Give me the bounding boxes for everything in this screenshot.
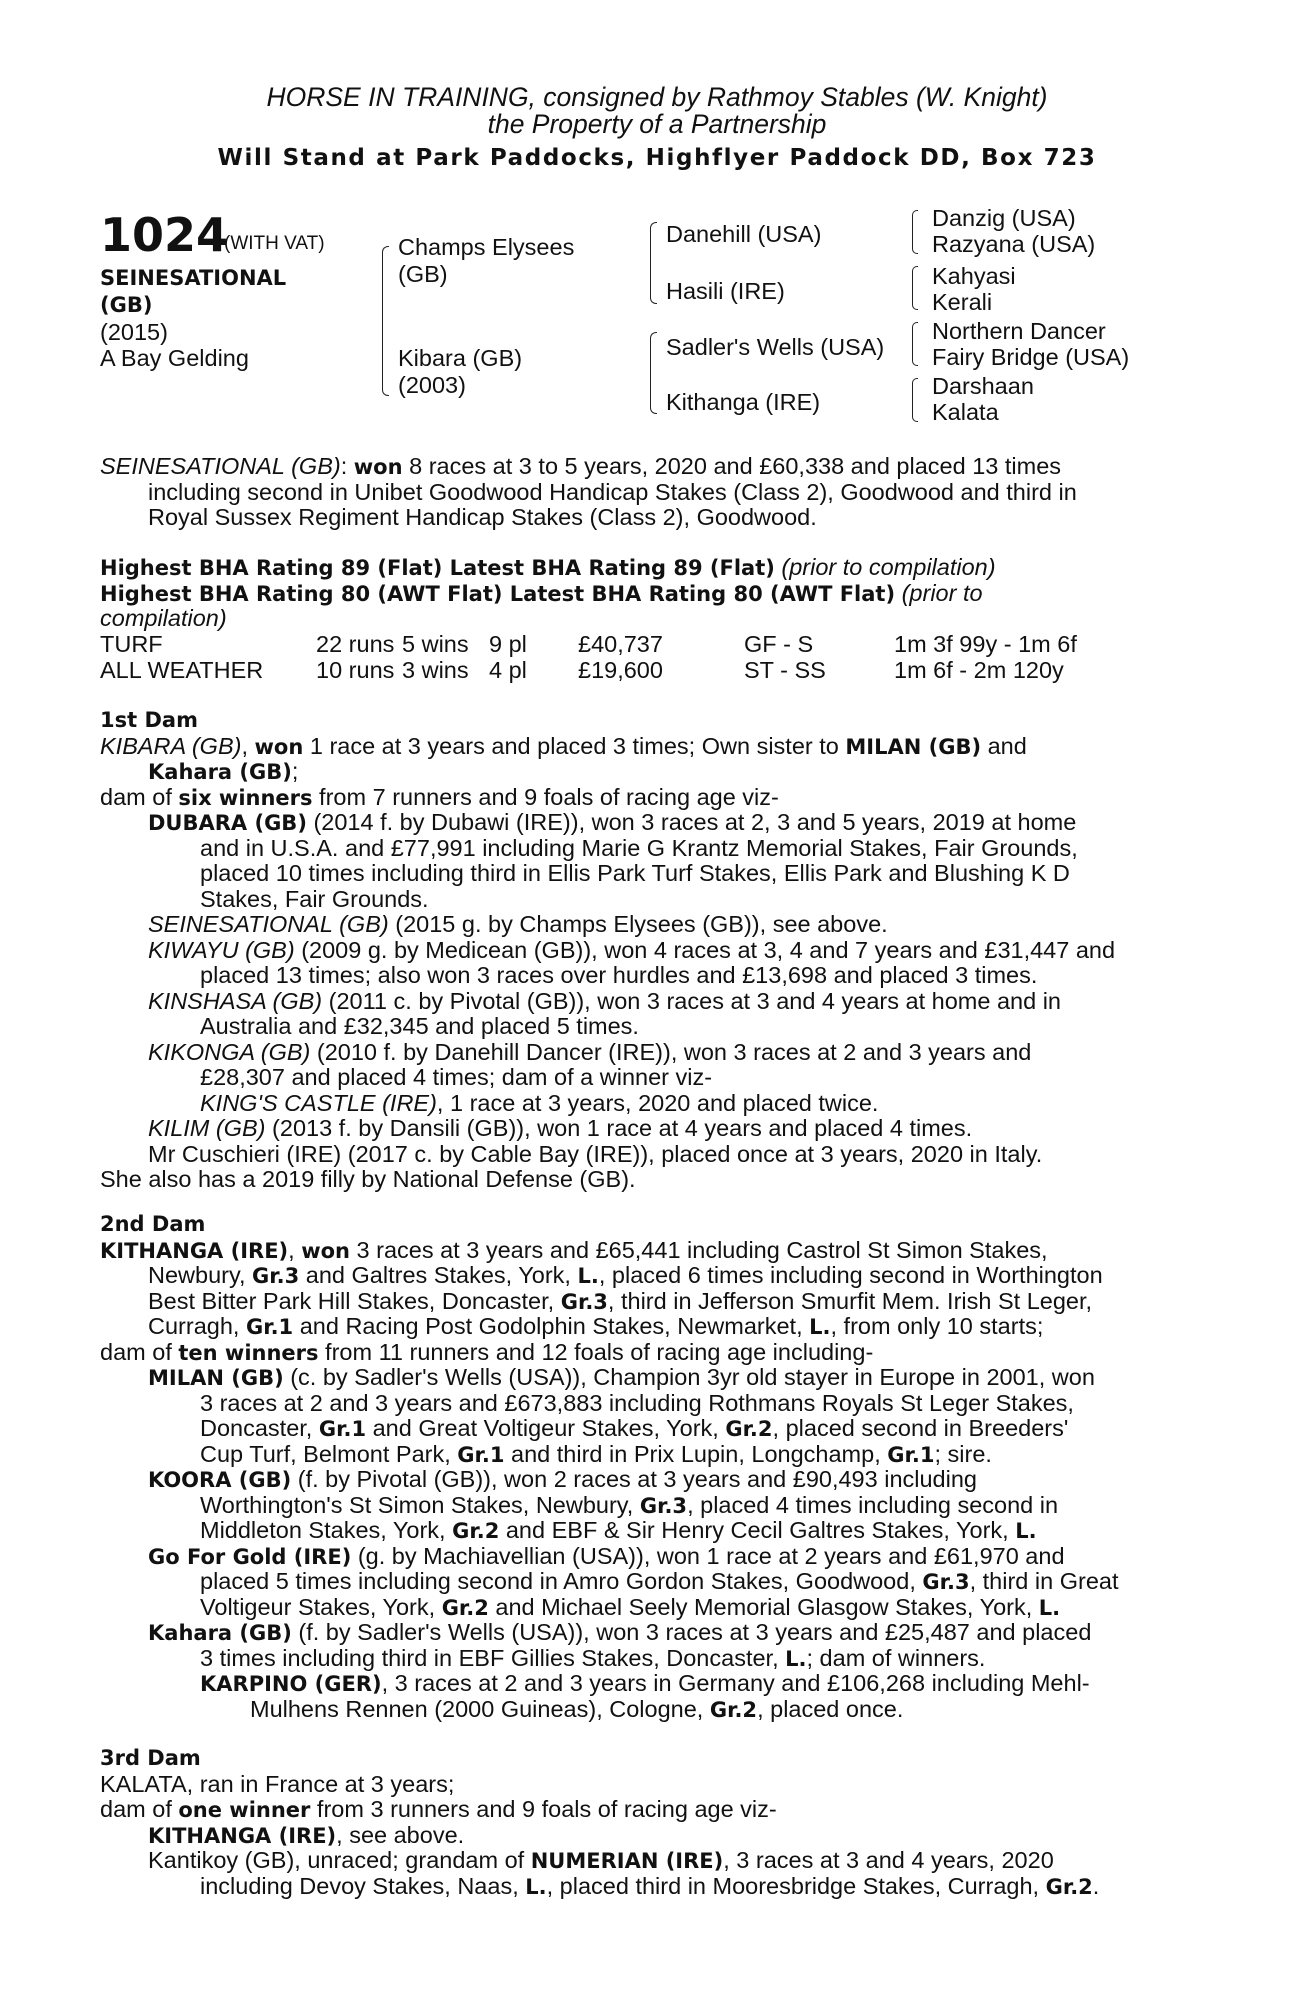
kithanga-l4d: L. [809,1315,831,1339]
koora-l3b: Gr.2 [452,1519,500,1543]
first-dam-section [100,708,1205,1193]
dubara-line3: placed 10 times including third in Ellis Park Turf Stakes, Ellis Park and Blushing K D [200,860,1070,886]
header-consignor: HORSE IN TRAINING, consigned by Rathmoy Stables (W. Knight) [266,82,1048,112]
ped-ssd: Razyana (USA) [932,231,1096,257]
kithanga-l2d: L. [577,1264,599,1288]
numerian-line1: , 3 races at 3 and 4 years, 2020 [723,1847,1054,1873]
horse-name: SEINESATIONAL [100,266,287,290]
race-record-table [100,632,1077,683]
milan-l4a: Cup Turf, Belmont Park, [200,1440,458,1467]
race-summary [100,454,1205,531]
dam1-sep: , [241,732,255,759]
milan-line1: (c. by Sadler's Wells (USA)), Champion 3yr old stayer in Europe in 2001, won [283,1364,1095,1390]
kinshasa-line2: Australia and £32,345 and placed 5 times. [200,1013,639,1039]
gfg-l3a: Voltigeur Stakes, York, [200,1593,442,1620]
sire-sire: Danehill (USA) [666,221,822,247]
go-for-gold-line1: (g. by Machiavellian (USA)), won 1 race at 2 years and £61,970 and [351,1542,1065,1569]
rating-flat: Highest BHA Rating 89 (Flat) Latest BHA Rating 89 (Flat) [100,556,775,580]
foaling-year: (2015) [100,319,168,345]
dam1-milan: MILAN (GB) [845,734,982,759]
record-wins: 3 wins [402,656,469,683]
rating-awt-note: (prior to [895,579,983,606]
sire-name: Champs Elysees [398,234,575,260]
ped-dds: Darshaan [932,373,1034,399]
dam3-winners: one winner [178,1798,311,1822]
dam1-name: KIBARA (GB) [100,732,242,759]
milan-l3d: Gr.2 [725,1417,773,1441]
kithanga-l3a: Best Bitter Park Hill Stakes, Doncaster, [148,1287,561,1314]
summary-won: won [353,455,403,479]
numerian-name: NUMERIAN (IRE) [530,1849,724,1873]
cuschieri-line: Mr Cuschieri (IRE) (2017 c. by Cable Bay (IRE)), placed once at 3 years, 2020 in Italy. [148,1140,1043,1167]
dam3-runners: from 3 runners and 9 foals of racing age viz- [310,1796,777,1822]
karpino-l2a: Mulhens Rennen (2000 Guineas), Cologne, [250,1695,710,1722]
numerian-l2a: including Devoy Stakes, Naas, [200,1872,526,1899]
third-dam-section [100,1746,1205,1899]
pedigree-brace-gen1 [382,246,389,396]
dam-year: (2003) [398,372,466,398]
kiwayu-line1: (2009 g. by Medicean (GB)), won 4 races at 3, 4 and 7 years and £31,447 and [294,936,1116,963]
kithanga-l3b: Gr.3 [560,1289,608,1314]
ped-ddd: Kalata [932,399,999,425]
summary-line3: Royal Sussex Regiment Handicap Stakes (Class 2), Goodwood. [148,504,817,530]
record-row-turf [100,632,1077,658]
ratings [100,555,1205,632]
kithanga-line1: 3 races at 3 years and £65,441 including Castrol St Simon Stakes, [349,1236,1048,1263]
ped-dsd: Fairy Bridge (USA) [932,344,1130,370]
gfg-l3c: and Michael Seely Memorial Glasgow Stakes, York, [488,1593,1039,1620]
pedigree-brace-dam [650,332,657,414]
dubara-line2: and in U.S.A. and £77,991 including Marie G Krantz Memorial Stakes, Fair Grounds, [200,834,1078,861]
lot-number: 1024 [100,208,229,262]
header-location: Will Stand at Park Paddocks, Highflyer Paddock DD, Box 723 [217,145,1097,171]
pedigree-brace-sire [650,222,657,304]
sein-line: (2015 g. by Champs Elysees (GB)), see above. [388,911,888,937]
record-money: £19,600 [578,656,663,683]
ped-sds: Kahyasi [932,263,1016,289]
milan-l3b: Gr.1 [318,1417,367,1441]
dam1-runners: from 7 runners and 9 foals of racing age viz- [312,783,779,810]
dubara-line4: Stakes, Fair Grounds. [200,885,429,912]
kalata-line: KALATA, ran in France at 3 years; [100,1770,455,1797]
dam1-semicolon: ; [291,758,299,784]
kahara-l2c: ; dam of winners. [806,1644,986,1671]
kithanga-l4e: , from only 10 starts; [830,1313,1044,1339]
ped-dss: Northern Dancer [932,318,1106,344]
numerian-l2b: L. [525,1874,547,1899]
kiwayu-name: KIWAYU (GB) [148,936,295,963]
karpino-l2b: Gr.2 [709,1697,758,1722]
pedigree-brace-3b [912,266,918,310]
first-dam-heading: 1st Dam [100,708,198,732]
pedigree-brace-3c [912,322,918,366]
header-property: the Property of a Partnership [487,109,827,139]
karpino-l2c: , placed once. [757,1695,904,1722]
dam3-kithanga-name: KITHANGA (IRE) [148,1823,337,1848]
summary-sep: : [340,453,354,479]
kithanga-sep: , [288,1236,302,1263]
kithanga-l2e: , placed 6 times including second in Worthington [598,1262,1103,1288]
record-surface: TURF [100,631,163,657]
dam2-damof: dam of [100,1338,179,1365]
third-dam-heading: 3rd Dam [100,1746,201,1770]
ped-sdd: Kerali [932,289,993,315]
kithanga-l4c: and Racing Post Godolphin Stakes, Newmarket, [293,1313,810,1339]
record-placed: 9 pl [489,631,527,657]
gfg-l2a: placed 5 times including second in Amro Gordon Stakes, Goodwood, [200,1568,923,1594]
rating-flat-note: (prior to compilation) [774,554,996,580]
horse-description: A Bay Gelding [100,345,249,371]
dam1-damof: dam of [100,783,179,810]
second-dam-heading: 2nd Dam [100,1212,206,1236]
pedigree-brace-3d [912,378,918,422]
dam1-won: won [254,734,304,759]
dubara-name: DUBARA (GB) [148,811,307,835]
kahara-l2a: 3 times including third in EBF Gillies Stakes, Doncaster, [200,1644,786,1671]
milan-line2: 3 races at 2 and 3 years and £673,883 including Rothmans Royals St Leger Stakes, [200,1389,1074,1416]
milan-l4d: Gr.1 [887,1442,935,1467]
sire-dam: Hasili (IRE) [666,278,785,304]
karpino-line1: , 3 races at 2 and 3 years in Germany and £106,268 including Mehl- [381,1670,1090,1696]
record-distance: 1m 3f 99y - 1m 6f [894,631,1077,657]
dam3-kithanga-line: , see above. [336,1821,465,1848]
koora-l3d: L. [1015,1519,1037,1543]
gfg-l3b: Gr.2 [441,1595,489,1620]
kithanga-l4b: Gr.1 [245,1315,294,1339]
dam-sire: Sadler's Wells (USA) [666,334,885,360]
koora-l2b: Gr.3 [639,1493,688,1518]
dubara-line1: (2014 f. by Dubawi (IRE)), won 3 races at 2, 3 and 5 years, 2019 at home [306,809,1077,835]
summary-line2: including second in Unibet Goodwood Handicap Stakes (Class 2), Goodwood and third in [148,478,1077,505]
vat-note: (WITH VAT) [224,233,325,254]
koora-l2a: Worthington's St Simon Stakes, Newbury, [200,1491,640,1518]
record-runs: 10 runs [316,656,395,683]
kithanga-name: KITHANGA (IRE) [100,1238,289,1263]
dam1-and: and [981,732,1027,759]
dam-dam: Kithanga (IRE) [666,389,821,415]
numerian-l2c: , placed third in Mooresbridge Stakes, Curragh, [546,1872,1046,1899]
milan-l3c: and Great Voltigeur Stakes, York, [366,1415,726,1441]
kikonga-line2: £28,307 and placed 4 times; dam of a winner viz- [200,1064,713,1090]
sein-name: SEINESATIONAL (GB) [148,911,389,937]
pedigree-brace-3a [912,210,918,254]
rating-awt-note2: compilation) [100,605,227,631]
koora-l3c: and EBF & Sir Henry Cecil Galtres Stakes, York, [499,1517,1016,1543]
gfg-l3d: L. [1038,1595,1061,1620]
gfg-l2b: Gr.3 [922,1570,970,1594]
kilim-name: KILIM (GB) [148,1115,266,1141]
filly-line: She also has a 2019 filly by National Defense (GB). [100,1166,636,1192]
kithanga-l2a: Newbury, [148,1262,253,1288]
record-row-aw [100,658,1077,684]
record-wins: 5 wins [402,631,469,657]
milan-l4b: Gr.1 [457,1442,505,1467]
dam2-runners: from 11 runners and 12 foals of racing age including- [318,1338,874,1365]
milan-name: MILAN (GB) [148,1366,284,1390]
milan-l4e: ; sire. [934,1440,992,1467]
record-placed: 4 pl [489,656,527,683]
kinshasa-line1: (2011 c. by Pivotal (GB)), won 3 races at 3 and 4 years at home and in [322,987,1061,1014]
numerian-l2d: Gr.2 [1045,1874,1093,1899]
dam2-winners: ten winners [178,1340,319,1365]
kantikoy-line1: Kantikoy (GB), unraced; grandam of [148,1847,531,1873]
kikonga-name: KIKONGA (GB) [148,1038,311,1065]
dam1-line1: 1 race at 3 years and placed 3 times; Own sister to [303,732,846,759]
koora-l3a: Middleton Stakes, York, [200,1517,453,1543]
kikonga-line1: (2010 f. by Danehill Dancer (IRE)), won 3 races at 2 and 3 years and [310,1038,1032,1065]
numerian-l2e: . [1092,1872,1100,1899]
record-distance: 1m 6f - 2m 120y [894,656,1064,683]
gfg-l2c: , third in Great [969,1568,1119,1594]
second-dam-section [100,1212,1205,1722]
koora-name: KOORA (GB) [148,1468,292,1492]
kahara-line1: (f. by Sadler's Wells (USA)), won 3 races at 3 years and £25,487 and placed [291,1619,1092,1645]
kings-castle-line: , 1 race at 3 years, 2020 and placed twice. [436,1089,879,1116]
koora-l2c: , placed 4 times including second in [687,1491,1059,1518]
milan-l3a: Doncaster, [200,1415,319,1441]
kahara-name: Kahara (GB) [148,1621,292,1645]
kahara-l2b: L. [785,1646,807,1671]
kithanga-l4a: Curragh, [148,1313,246,1339]
dam1-winners: six winners [178,785,313,810]
kithanga-l3c: , third in Jefferson Smurfit Mem. Irish St Leger, [607,1287,1093,1314]
record-going: GF - S [744,631,814,657]
kilim-line: (2013 f. by Dansili (GB)), won 1 race at 4 years and placed 4 times. [265,1115,973,1141]
kithanga-l2c: and Galtres Stakes, York, [299,1262,578,1288]
horse-country: (GB) [100,293,153,317]
kithanga-l2b: Gr.3 [252,1264,300,1288]
sire-country: (GB) [398,261,448,287]
dam-name: Kibara (GB) [398,345,523,371]
milan-l4c: and third in Prix Lupin, Longchamp, [504,1440,888,1467]
go-for-gold-name: Go For Gold (IRE) [148,1544,352,1569]
dam1-kahara: Kahara (GB) [148,760,292,784]
kinshasa-name: KINSHASA (GB) [148,987,323,1014]
kiwayu-line2: placed 13 times; also won 3 races over hurdles and £13,698 and placed 3 times. [200,962,1038,988]
koora-line1: (f. by Pivotal (GB)), won 2 races at 3 years and £90,493 including [291,1466,977,1492]
record-going: ST - SS [744,656,826,683]
record-money: £40,737 [578,631,663,657]
milan-l3e: , placed second in Breeders' [772,1415,1069,1441]
record-surface: ALL WEATHER [100,656,264,683]
summary-line1: 8 races at 3 to 5 years, 2020 and £60,338 and placed 13 times [402,453,1062,479]
record-runs: 22 runs [316,631,395,657]
kithanga-won: won [301,1238,350,1263]
dam3-damof: dam of [100,1796,179,1822]
ped-sss: Danzig (USA) [932,205,1076,231]
summary-horse: SEINESATIONAL (GB) [100,453,341,479]
kings-castle-name: KING'S CASTLE (IRE) [200,1089,437,1116]
rating-awt: Highest BHA Rating 80 (AWT Flat) Latest BHA Rating 80 (AWT Flat) [100,581,896,606]
karpino-name: KARPINO (GER) [200,1672,382,1696]
